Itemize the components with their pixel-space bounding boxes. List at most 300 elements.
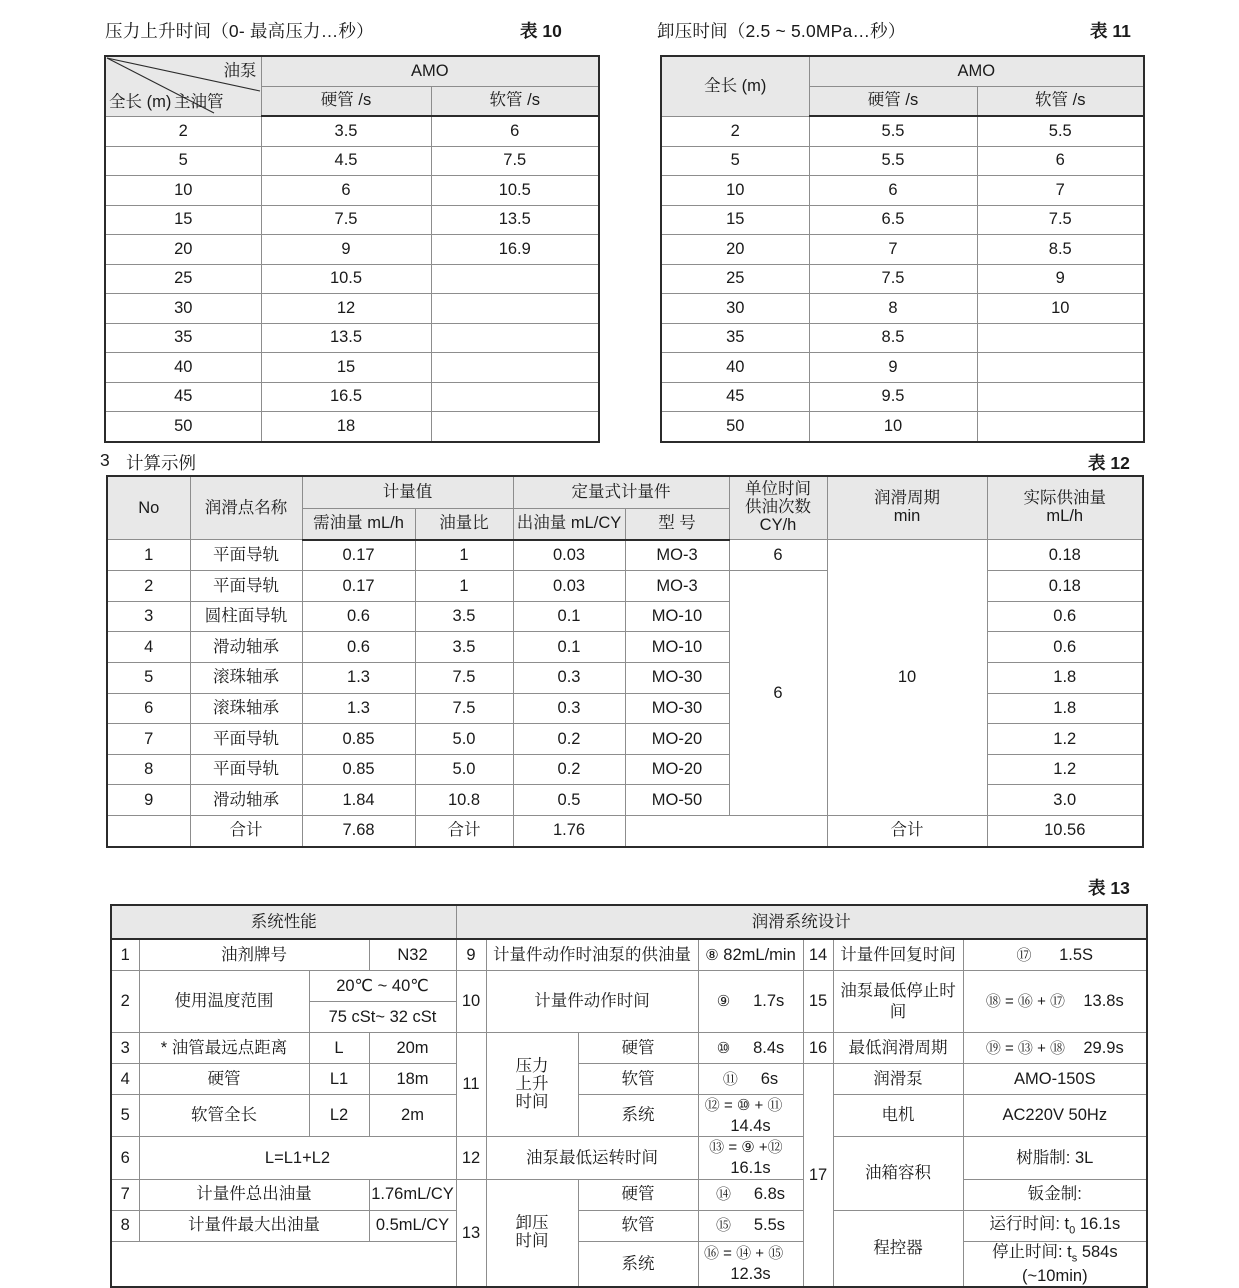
cell-no: 1 [111, 939, 139, 971]
freq-line3: CY/h [759, 515, 797, 534]
table-row [111, 1033, 1147, 1064]
cell-frequency: 6 [729, 571, 827, 816]
cell-actual: 1.8 [987, 693, 1143, 724]
cell-no: 11 [456, 1033, 486, 1137]
section3-title: 计算示例 [126, 453, 196, 473]
cell-length: 15 [661, 205, 809, 235]
table-row [105, 264, 599, 294]
cell-hard: 8.5 [809, 323, 977, 353]
cell-length: 20 [105, 235, 261, 265]
cell-soft: 6 [431, 116, 599, 146]
table-row [107, 571, 1143, 602]
cell-actual: 0.18 [987, 540, 1143, 571]
cell-out-oil: 0.3 [513, 662, 625, 693]
cell-no: 5 [107, 662, 190, 693]
freq-line2: 供油次数 [745, 498, 811, 517]
table-row [111, 1095, 1147, 1137]
table10-col-soft: 软管 /s [431, 86, 599, 116]
cell-controller-label: 程控器 [833, 1210, 963, 1287]
cell-soft: 7 [977, 176, 1144, 206]
cell-value: N32 [369, 939, 456, 971]
cell-no: 4 [111, 1064, 139, 1095]
value-13: 16.1s [730, 1159, 771, 1178]
cell-value [698, 1033, 803, 1064]
formula-12: ⑫ = ⑩ + ⑪ [704, 1097, 783, 1114]
value-8: 82mL/min [723, 945, 796, 964]
cell-length: 25 [105, 264, 261, 294]
cell-soft: 7.5 [431, 146, 599, 176]
cell-model: MO-50 [625, 785, 729, 816]
cell-system-label: 系统 [578, 1095, 698, 1137]
total-spacer-model [625, 815, 729, 846]
table12-header-need-oil: 需油量 mL/h [302, 509, 415, 540]
table10-caption: 压力上升时间（0- 最高压力…秒） [105, 21, 374, 41]
cell-no: 16 [803, 1033, 833, 1064]
cell-oil-ratio: 1 [415, 571, 513, 602]
spacer-left-value [369, 1241, 456, 1287]
mark-9: ⑨ [716, 993, 731, 1011]
cell-frequency-first: 6 [729, 540, 827, 571]
cell-model: MO-10 [625, 632, 729, 663]
table13-head-left: 系统性能 [111, 905, 456, 939]
cell-soft [431, 294, 599, 324]
total-actual: 10.56 [987, 815, 1143, 846]
cell-actual: 0.6 [987, 632, 1143, 663]
cell-length: 40 [105, 353, 261, 383]
table11-col-soft: 软管 /s [977, 86, 1144, 116]
cell-no: 2 [107, 571, 190, 602]
cell-hard: 7 [809, 235, 977, 265]
table-row [107, 632, 1143, 663]
cell-length: 35 [661, 323, 809, 353]
spacer-left-no [111, 1241, 139, 1287]
cell-soft [431, 323, 599, 353]
cell-actual: 0.18 [987, 571, 1143, 602]
cell-length: 5 [661, 146, 809, 176]
cell-label [486, 1179, 578, 1287]
mark-8: ⑧ [705, 946, 719, 964]
formula-18: ⑱ = ⑯ + ⑰ [985, 993, 1066, 1011]
cell-hard: 4.5 [261, 146, 431, 176]
cell-soft: 9 [977, 264, 1144, 294]
total-label-actual: 合计 [827, 815, 987, 846]
cell-hard: 9.5 [809, 382, 977, 412]
table-row [661, 382, 1144, 412]
table12-header-meter-group: 定量式计量件 [513, 476, 729, 509]
cell-length: 30 [661, 294, 809, 324]
cell-soft: 8.5 [977, 235, 1144, 265]
cell-no: 13 [456, 1179, 486, 1287]
total-spacer-freq [729, 815, 827, 846]
table10-label: 表 10 [520, 21, 562, 41]
cell-oil-ratio: 7.5 [415, 662, 513, 693]
cell-out-oil: 0.3 [513, 693, 625, 724]
cell-oil-ratio: 10.8 [415, 785, 513, 816]
cell-model: MO-30 [625, 693, 729, 724]
table-row [661, 294, 1144, 324]
actual-line2: mL/h [1046, 507, 1084, 526]
value-14: 6.8s [753, 1185, 786, 1204]
cell-need-oil: 0.17 [302, 571, 415, 602]
total-label-out: 合计 [415, 815, 513, 846]
table-row [105, 146, 599, 176]
value-10: 8.4s [753, 1038, 785, 1057]
corner-label-pump: 油泵 [223, 62, 257, 80]
table-row [111, 1241, 1147, 1287]
table12-label: 表 12 [1088, 453, 1130, 473]
cell-soft: 10 [977, 294, 1144, 324]
table12-header-measure-group: 计量值 [302, 476, 513, 509]
table-row [105, 116, 599, 146]
table12-header-model: 型 号 [625, 509, 729, 540]
cell-point-name: 滚珠轴承 [190, 662, 302, 693]
label-line2: 上升 [515, 1074, 549, 1093]
table-row [107, 662, 1143, 693]
table-row [107, 601, 1143, 632]
table-row [107, 693, 1143, 724]
cycle-line1: 润滑周期 [874, 489, 940, 508]
stop-value: 584s (~10min) [1022, 1242, 1118, 1285]
table-row [105, 382, 599, 412]
cell-label: 软管全长 [139, 1095, 309, 1137]
cell-length: 45 [105, 382, 261, 412]
cell-value: 1.76mL/CY [369, 1179, 456, 1210]
cell-value [698, 1241, 803, 1287]
cell-value: 0.5mL/CY [369, 1210, 456, 1241]
table-row [105, 323, 599, 353]
cell-formula: L=L1+L2 [139, 1137, 456, 1179]
cell-tank-resin: 树脂制: 3L [963, 1137, 1147, 1179]
table-row [105, 176, 599, 206]
formula-13: ⑬ = ⑨ +⑫ [709, 1139, 783, 1157]
cell-out-oil: 0.1 [513, 601, 625, 632]
cell-no: 10 [456, 971, 486, 1033]
cell-hard: 10.5 [261, 264, 431, 294]
cell-cycle: 10 [827, 540, 987, 816]
cell-need-oil: 1.84 [302, 785, 415, 816]
cell-symbol: L1 [309, 1064, 369, 1095]
cell-hard: 7.5 [261, 205, 431, 235]
cell-soft [977, 412, 1144, 442]
cell-label: 油剂牌号 [139, 939, 369, 971]
cell-no: 12 [456, 1137, 486, 1179]
section3-number: 3 [100, 450, 110, 470]
cell-hard: 6 [261, 176, 431, 206]
cell-need-oil: 0.85 [302, 724, 415, 755]
total-spacer-no [107, 815, 190, 846]
cell-soft: 6 [977, 146, 1144, 176]
cell-length: 50 [105, 412, 261, 442]
cell-oil-ratio: 5.0 [415, 754, 513, 785]
table-row [111, 939, 1147, 971]
cell-soft [431, 353, 599, 383]
cell-value: 20m [369, 1033, 456, 1064]
cell-soft [431, 264, 599, 294]
table13-label: 表 13 [1088, 878, 1130, 898]
cell-length: 50 [661, 412, 809, 442]
cell-soft: 13.5 [431, 205, 599, 235]
stop-prefix: 停止时间: t [991, 1242, 1072, 1261]
actual-line1: 实际供油量 [1023, 489, 1106, 508]
cell-motor-label: 电机 [833, 1095, 963, 1137]
cell-length: 30 [105, 294, 261, 324]
cell-hard: 13.5 [261, 323, 431, 353]
mark-17: ⑰ [1016, 946, 1032, 964]
cell-pump-label: 润滑泵 [833, 1064, 963, 1095]
mark-11: ⑪ [722, 1070, 738, 1088]
cell-no: 17 [803, 1064, 833, 1288]
table-row [111, 1179, 1147, 1210]
cell-label: 计量件总出油量 [139, 1179, 369, 1210]
cell-value [698, 1179, 803, 1210]
total-out: 1.76 [513, 815, 625, 846]
cell-controller-run [963, 1210, 1147, 1241]
cell-hard: 5.5 [809, 116, 977, 146]
cell-no: 1 [107, 540, 190, 571]
table-row [105, 353, 599, 383]
cell-hard: 3.5 [261, 116, 431, 146]
cell-oil-ratio: 5.0 [415, 724, 513, 755]
table-row [661, 235, 1144, 265]
cell-symbol: L2 [309, 1095, 369, 1137]
cell-temp-range: 20℃ ~ 40℃ [309, 971, 456, 1002]
table-row [107, 724, 1143, 755]
cell-hard: 5.5 [809, 146, 977, 176]
value-15: 5.5s [753, 1216, 786, 1235]
cell-soft [431, 412, 599, 442]
cell-no: 2 [111, 971, 139, 1033]
cell-need-oil: 0.17 [302, 540, 415, 571]
table11-label: 表 11 [1090, 21, 1131, 41]
cell-hard: 10 [809, 412, 977, 442]
cell-no: 7 [111, 1179, 139, 1210]
table-row [661, 264, 1144, 294]
cell-need-oil: 1.3 [302, 662, 415, 693]
cell-length: 10 [661, 176, 809, 206]
cell-label: 油泵最低运转时间 [486, 1137, 698, 1179]
run-sub: 0 [1069, 1224, 1076, 1237]
corner-label-length: 全长 (m) [109, 92, 172, 111]
cell-no: 3 [107, 601, 190, 632]
cell-value [963, 971, 1147, 1033]
table12-header-oil-ratio: 油量比 [415, 509, 513, 540]
cell-length: 2 [661, 116, 809, 146]
cell-value [963, 1033, 1147, 1064]
cell-out-oil: 0.2 [513, 754, 625, 785]
stop-sub: s [1071, 1252, 1078, 1265]
table-row [105, 235, 599, 265]
cell-length: 5 [105, 146, 261, 176]
cell-hard: 7.5 [809, 264, 977, 294]
cell-no: 5 [111, 1095, 139, 1137]
cell-label: 油泵最低停止时间 [833, 971, 963, 1033]
cell-value: 18m [369, 1064, 456, 1095]
cell-system-label: 系统 [578, 1241, 698, 1287]
cell-no: 14 [803, 939, 833, 971]
formula-16: ⑯ = ⑭ + ⑮ [704, 1245, 784, 1263]
cell-length: 40 [661, 353, 809, 383]
table10-group-header: AMO [261, 56, 599, 86]
cell-oil-ratio: 7.5 [415, 693, 513, 724]
cell-value [698, 1095, 803, 1137]
cell-hard: 12 [261, 294, 431, 324]
cell-label: 计量件回复时间 [833, 939, 963, 971]
cell-soft [977, 353, 1144, 383]
table12-header-actual [987, 476, 1143, 540]
cell-soft: 16.9 [431, 235, 599, 265]
cell-soft: 5.5 [977, 116, 1144, 146]
cell-model: MO-30 [625, 662, 729, 693]
table-row [661, 146, 1144, 176]
cell-actual: 0.6 [987, 601, 1143, 632]
cell-model: MO-3 [625, 540, 729, 571]
cell-out-oil: 0.5 [513, 785, 625, 816]
cell-label: 计量件动作时间 [486, 971, 698, 1033]
freq-line1: 单位时间 [745, 480, 811, 499]
cell-need-oil: 0.6 [302, 601, 415, 632]
table-row [107, 754, 1143, 785]
table-row [107, 540, 1143, 571]
table11-row-header: 全长 (m) [661, 56, 809, 116]
table12-header-frequency [729, 476, 827, 540]
mark-10: ⑩ [716, 1039, 731, 1057]
table-row [661, 353, 1144, 383]
cell-point-name: 滑动轴承 [190, 785, 302, 816]
cell-no: 3 [111, 1033, 139, 1064]
table10-col-hard: 硬管 /s [261, 86, 431, 116]
cell-point-name: 平面导轨 [190, 754, 302, 785]
cell-value [698, 1137, 803, 1179]
cell-label: 使用温度范围 [139, 971, 309, 1033]
cell-soft: 10.5 [431, 176, 599, 206]
cycle-line2: min [893, 507, 921, 526]
table13 [110, 904, 1148, 1288]
cell-no: 15 [803, 971, 833, 1033]
cell-motor-value: AC220V 50Hz [963, 1095, 1147, 1137]
cell-soft [977, 323, 1144, 353]
cell-need-oil: 0.6 [302, 632, 415, 663]
cell-hard: 16.5 [261, 382, 431, 412]
cell-tank-metal: 钣金制: [963, 1179, 1147, 1210]
table11 [660, 55, 1145, 443]
mark-14: ⑭ [715, 1186, 731, 1204]
cell-label [486, 1033, 578, 1137]
cell-no: 6 [111, 1137, 139, 1179]
label-line2: 时间 [515, 1232, 549, 1251]
cell-length: 20 [661, 235, 809, 265]
cell-length: 25 [661, 264, 809, 294]
cell-hard: 9 [261, 235, 431, 265]
mark-15: ⑮ [715, 1217, 731, 1235]
cell-out-oil: 0.1 [513, 632, 625, 663]
cell-actual: 3.0 [987, 785, 1143, 816]
cell-no: 9 [456, 939, 486, 971]
cell-actual: 1.2 [987, 754, 1143, 785]
table-row [661, 176, 1144, 206]
cell-out-oil: 0.03 [513, 571, 625, 602]
cell-label: 计量件最大出油量 [139, 1210, 369, 1241]
cell-model: MO-10 [625, 601, 729, 632]
cell-soft-label: 软管 [578, 1210, 698, 1241]
table13-head-right: 润滑系统设计 [456, 905, 1147, 939]
value-12: 14.4s [730, 1116, 771, 1135]
cell-hard-label: 硬管 [578, 1033, 698, 1064]
cell-no: 4 [107, 632, 190, 663]
cell-soft [431, 382, 599, 412]
table10-corner-cell [105, 56, 261, 116]
cell-no: 8 [111, 1210, 139, 1241]
value-16: 12.3s [730, 1265, 771, 1284]
cell-length: 35 [105, 323, 261, 353]
cell-actual: 1.2 [987, 724, 1143, 755]
cell-label: * 油管最远点距离 [139, 1033, 309, 1064]
cell-no: 9 [107, 785, 190, 816]
cell-model: MO-20 [625, 724, 729, 755]
value-19: 29.9s [1083, 1038, 1124, 1057]
cell-label: 计量件动作时油泵的供油量 [486, 939, 698, 971]
table12 [106, 475, 1144, 848]
cell-hard: 15 [261, 353, 431, 383]
table-row [105, 412, 599, 442]
corner-label-mainpipe: 主油管 [174, 92, 224, 111]
cell-point-name: 平面导轨 [190, 540, 302, 571]
total-need: 7.68 [302, 815, 415, 846]
cell-value [698, 1064, 803, 1095]
cell-hard: 6.5 [809, 205, 977, 235]
cell-out-oil: 0.2 [513, 724, 625, 755]
cell-length: 15 [105, 205, 261, 235]
cell-hard-label: 硬管 [578, 1179, 698, 1210]
cell-value: 2m [369, 1095, 456, 1137]
table10 [104, 55, 600, 443]
cell-tank-label: 油箱容积 [833, 1137, 963, 1210]
cell-label: 最低润滑周期 [833, 1033, 963, 1064]
value-11: 6s [760, 1069, 779, 1088]
cell-length: 2 [105, 116, 261, 146]
table12-total-row [107, 815, 1143, 846]
cell-symbol: L [309, 1033, 369, 1064]
cell-hard: 9 [809, 353, 977, 383]
table-row [111, 1137, 1147, 1179]
value-17: 1.5S [1059, 945, 1094, 964]
table12-header-out-oil: 出油量 mL/CY [513, 509, 625, 540]
cell-soft [977, 382, 1144, 412]
table-row [661, 116, 1144, 146]
cell-value [698, 971, 803, 1033]
cell-soft: 7.5 [977, 205, 1144, 235]
table12-header-cycle [827, 476, 987, 540]
cell-no: 8 [107, 754, 190, 785]
cell-label: 硬管 [139, 1064, 309, 1095]
cell-no: 7 [107, 724, 190, 755]
formula-19: ⑲ = ⑬ + ⑱ [985, 1039, 1066, 1057]
cell-point-name: 滑动轴承 [190, 632, 302, 663]
table11-col-hard: 硬管 /s [809, 86, 977, 116]
table-row [661, 205, 1144, 235]
total-label-need: 合计 [190, 815, 302, 846]
cell-controller-stop [963, 1241, 1147, 1287]
table-row [111, 1210, 1147, 1241]
cell-oil-ratio: 3.5 [415, 601, 513, 632]
cell-point-name: 平面导轨 [190, 724, 302, 755]
cell-oil-ratio: 1 [415, 540, 513, 571]
cell-hard: 8 [809, 294, 977, 324]
table-row [111, 971, 1147, 1002]
spacer-left-label [139, 1241, 369, 1287]
table-row [107, 785, 1143, 816]
cell-model: MO-20 [625, 754, 729, 785]
cell-value [698, 1210, 803, 1241]
